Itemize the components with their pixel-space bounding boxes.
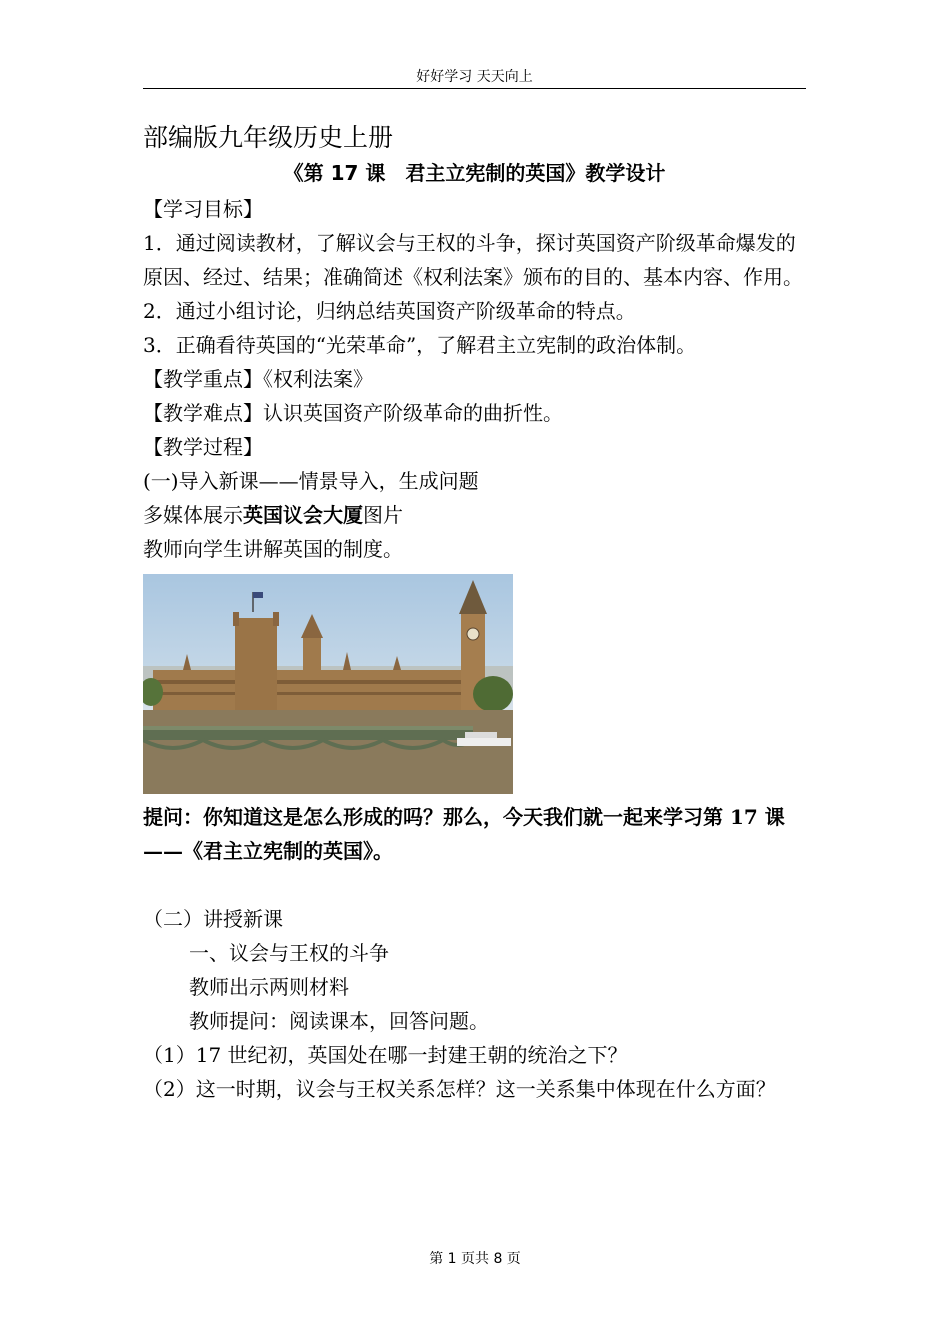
parliament-photo [143, 574, 513, 794]
key-point: 【教学重点】《权利法案》 [143, 367, 373, 391]
objective-1: 1．通过阅读教材，了解议会与王权的斗争，探讨英国资产阶级革命爆发的原因、经过、结果；准确简述《权利法案》颁布的目的、基本内容、作用。 [143, 231, 803, 289]
media-line [143, 498, 806, 532]
media-suffix: 图片 [363, 503, 403, 527]
teacher-question: 教师提问：阅读课本，回答问题。 [189, 1009, 489, 1033]
difficulty: 【教学难点】认识英国资产阶级革命的曲折性。 [143, 401, 563, 425]
question-2: （2）这一时期，议会与王权关系怎样？这一关系集中体现在什么方面？ [143, 1077, 776, 1101]
parliament-illustration [143, 574, 513, 794]
header-divider [143, 88, 806, 89]
doc-subtitle: 《第 17 课 君主立宪制的英国》教学设计 [283, 161, 666, 185]
document-body [143, 118, 806, 1106]
part-one-heading: 一、议会与王权的斗争 [189, 941, 389, 965]
media-highlight: 英国议会大厦 [243, 503, 363, 527]
question-prompt: 提问：你知道这是怎么形成的吗？那么，今天我们就一起来学习第 17 课——《君主立宪制的英国》。 [143, 805, 785, 863]
teacher-explain: 教师向学生讲解英国的制度。 [143, 537, 403, 561]
page-header: 好好学习 天天向上 [416, 69, 533, 85]
objective-3: 3．正确看待英国的“光荣革命”，了解君主立宪制的政治体制。 [143, 333, 697, 357]
new-lesson-heading: （二）讲授新课 [143, 907, 283, 931]
intro-step: (一)导入新课——情景导入，生成问题 [143, 469, 479, 493]
objectives-heading: 【学习目标】 [143, 197, 263, 221]
objective-2: 2．通过小组讨论，归纳总结英国资产阶级革命的特点。 [143, 299, 636, 323]
materials-line: 教师出示两则材料 [189, 975, 349, 999]
blank-line [143, 868, 806, 902]
doc-title: 部编版九年级历史上册 [143, 123, 394, 152]
media-prefix: 多媒体展示 [143, 503, 243, 527]
question-1: （1）17 世纪初，英国处在哪一封建王朝的统治之下？ [143, 1043, 628, 1067]
page-footer: 第 1 页共 8 页 [429, 1251, 521, 1267]
process-heading: 【教学过程】 [143, 435, 263, 459]
